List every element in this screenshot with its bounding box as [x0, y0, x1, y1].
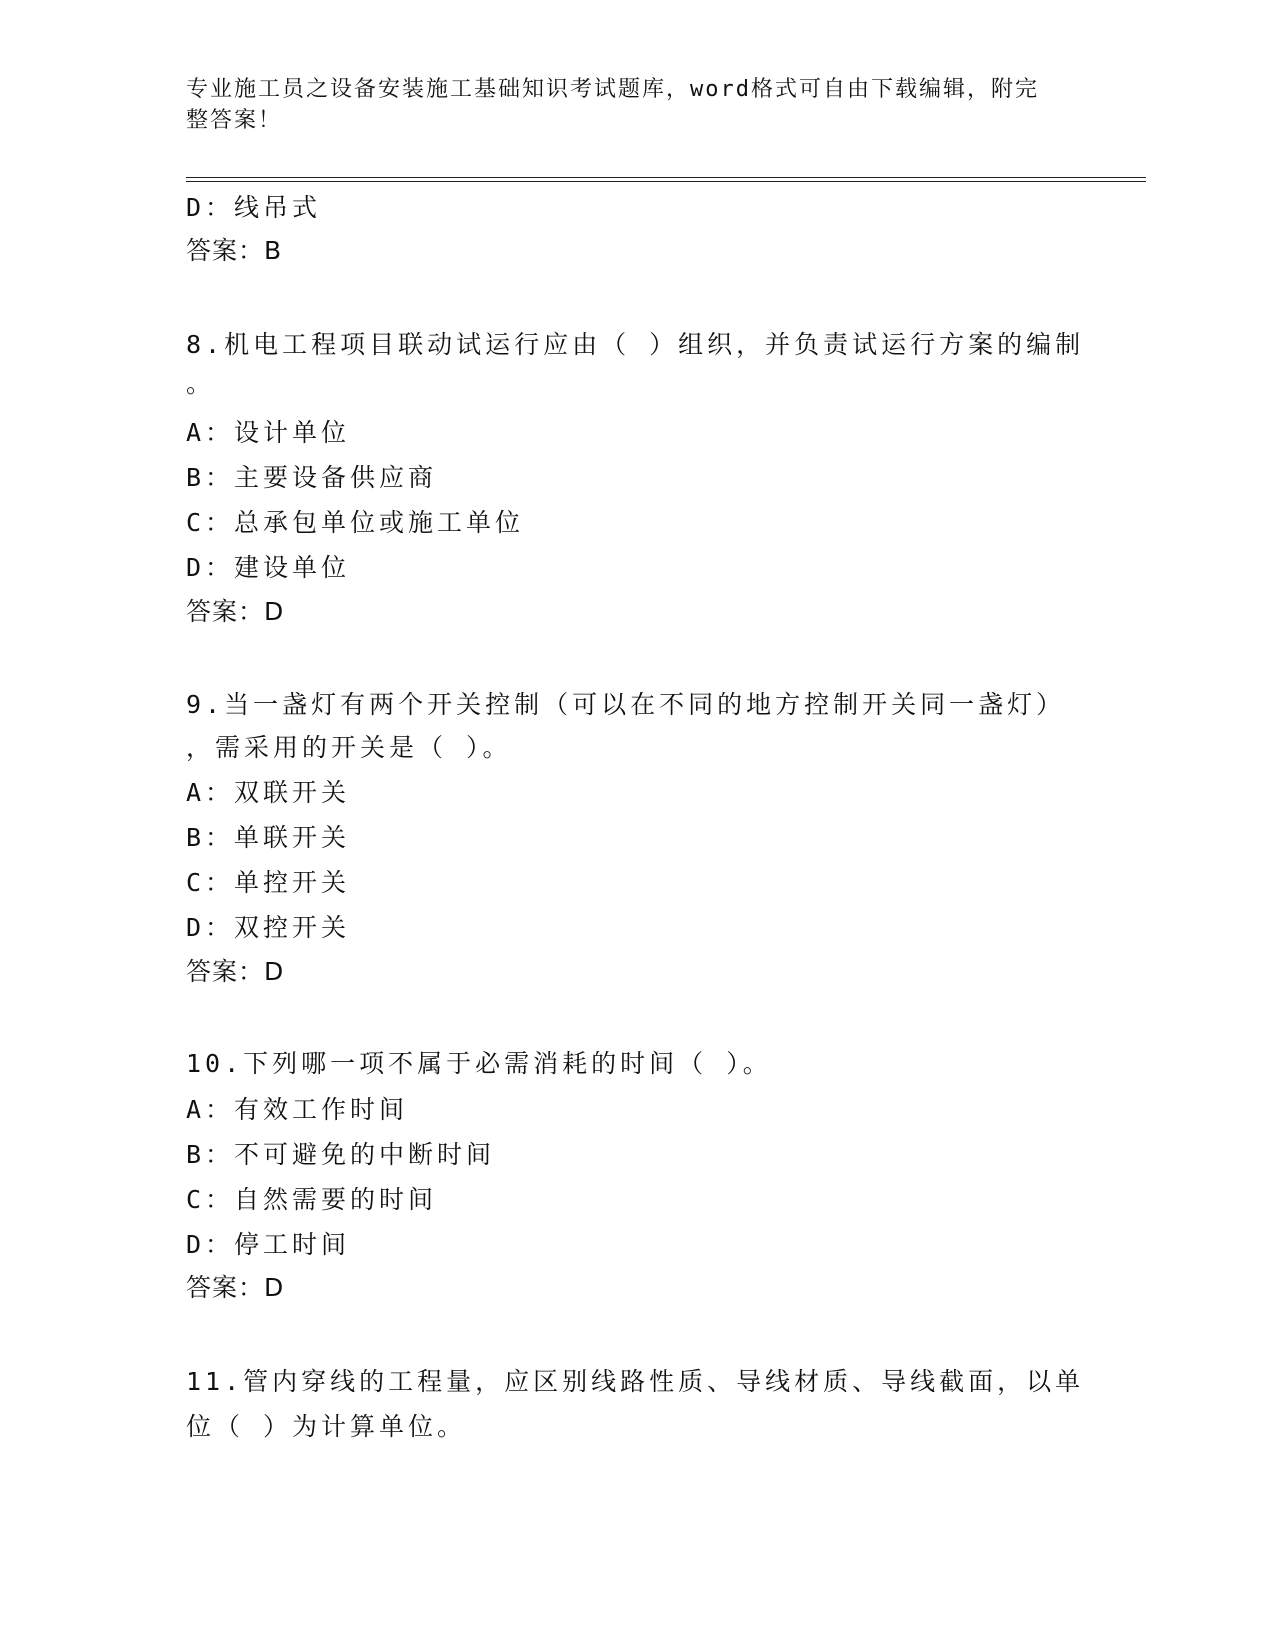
q9-answer: 答案：D [186, 957, 285, 986]
q8-option-d: D：建设单位 [186, 553, 351, 582]
q11-stem-line-2: 位（ ）为计算单位。 [186, 1412, 467, 1441]
q10-option-d: D：停工时间 [186, 1230, 351, 1259]
q8-stem-line-2: 。 [186, 369, 216, 398]
q9-option-d: D：双控开关 [186, 913, 351, 942]
q10-stem-line-1: 10.下列哪一项不属于必需消耗的时间（ ）。 [186, 1049, 772, 1078]
q7-answer: 答案：B [186, 236, 283, 265]
q10-answer: 答案：D [186, 1273, 285, 1302]
header-divider-bottom [186, 181, 1146, 182]
q9-stem-line-2: ，需采用的开关是（ ）。 [186, 733, 512, 762]
q9-option-a: A：双联开关 [186, 778, 351, 807]
q8-answer: 答案：D [186, 597, 285, 626]
header-line-1: 专业施工员之设备安装施工基础知识考试题库，word格式可自由下载编辑，附完 [186, 77, 1039, 102]
q11-stem-line-1: 11.管内穿线的工程量，应区别线路性质、导线材质、导线截面，以单 [186, 1367, 1085, 1396]
q8-stem-line-1: 8.机电工程项目联动试运行应由（ ）组织，并负责试运行方案的编制 [186, 330, 1085, 359]
q8-option-a: A：设计单位 [186, 418, 351, 447]
q10-option-b: B：不可避免的中断时间 [186, 1140, 496, 1169]
q8-option-c: C：总承包单位或施工单位 [186, 508, 525, 537]
q7-option-d: D：线吊式 [186, 193, 322, 222]
q9-option-b: B：单联开关 [186, 823, 351, 852]
q9-stem-line-1: 9.当一盏灯有两个开关控制（可以在不同的地方控制开关同一盏灯） [186, 690, 1066, 719]
q10-option-a: A：有效工作时间 [186, 1095, 409, 1124]
header-divider-top [186, 177, 1146, 178]
header-line-2: 整答案！ [186, 108, 283, 133]
q10-option-c: C：自然需要的时间 [186, 1185, 438, 1214]
q8-option-b: B：主要设备供应商 [186, 463, 438, 492]
q9-option-c: C：单控开关 [186, 868, 351, 897]
page-header [186, 74, 1056, 136]
